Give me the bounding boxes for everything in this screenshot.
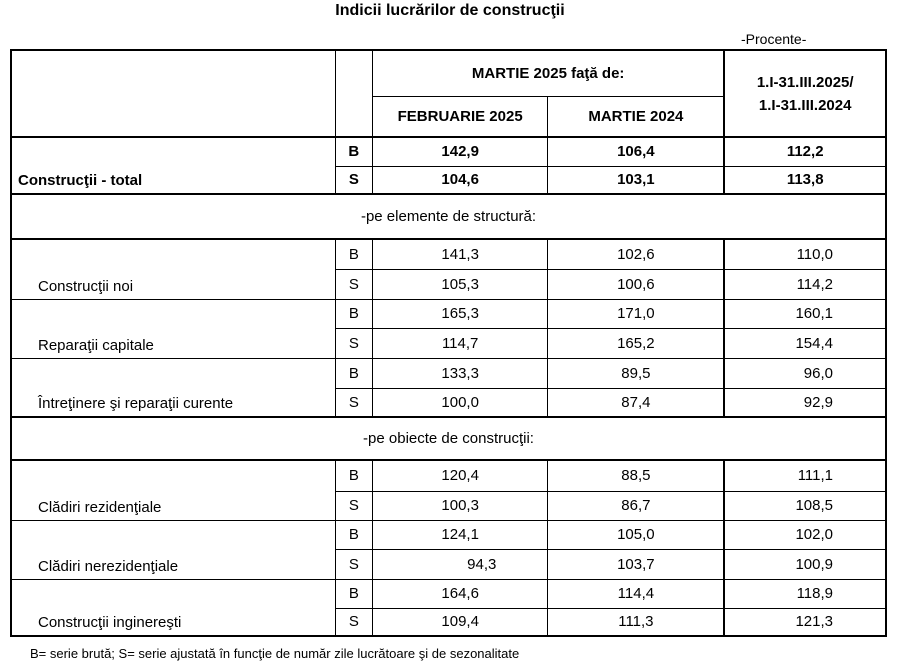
value-cum: 96,0: [724, 358, 886, 388]
header-martie-2024: MARTIE 2024: [548, 96, 725, 137]
value-cum: 114,2: [724, 269, 886, 299]
header-cumulative-line1: 1.I-31.III.2025/: [756, 73, 854, 91]
value-cum: 112,2: [724, 137, 886, 166]
row-label: Întreţinere şi reparaţii curente: [11, 358, 335, 417]
header-group-martie-2025: MARTIE 2025 faţă de:: [372, 50, 724, 96]
value-mar: 86,7: [548, 491, 725, 520]
value-cum: 111,1: [724, 460, 886, 491]
value-cum: 110,0: [724, 239, 886, 269]
table-row: [11, 358, 886, 388]
value-mar: 114,4: [548, 579, 725, 608]
value-feb: 124,1: [372, 520, 547, 549]
value-mar: 103,7: [548, 549, 725, 579]
series-code: S: [335, 388, 372, 417]
series-code: S: [335, 491, 372, 520]
header-blank-series: [335, 50, 372, 137]
section-header-structure: -pe elemente de structură:: [11, 194, 886, 239]
series-code: B: [335, 520, 372, 549]
value-mar: 103,1: [548, 166, 725, 194]
value-feb: 164,6: [372, 579, 547, 608]
series-code: B: [335, 137, 372, 166]
value-mar: 88,5: [548, 460, 725, 491]
series-code: B: [335, 239, 372, 269]
value-cum: 100,9: [724, 549, 886, 579]
series-code: S: [335, 549, 372, 579]
row-label: Construcţii inginereşti: [11, 579, 335, 636]
table-row: [11, 137, 886, 166]
value-feb: 142,9: [372, 137, 547, 166]
value-feb: 104,6: [372, 166, 547, 194]
value-feb: 100,3: [372, 491, 547, 520]
row-label-total: Construcţii - total: [11, 137, 335, 194]
table-row: [11, 460, 886, 491]
value-feb: 100,0: [372, 388, 547, 417]
row-label: Clădiri rezidenţiale: [11, 460, 335, 520]
row-label: Clădiri nerezidenţiale: [11, 520, 335, 579]
header-februarie-2025: FEBRUARIE 2025: [372, 96, 547, 137]
value-feb: 120,4: [372, 460, 547, 491]
value-mar: 171,0: [548, 299, 725, 328]
table-row: [11, 520, 886, 549]
value-feb: 109,4: [372, 608, 547, 636]
value-feb: 165,3: [372, 299, 547, 328]
value-mar: 111,3: [548, 608, 725, 636]
value-feb: 94,3: [372, 549, 547, 579]
value-cum: 102,0: [724, 520, 886, 549]
value-mar: 89,5: [548, 358, 725, 388]
value-cum: 113,8: [724, 166, 886, 194]
value-cum: 121,3: [724, 608, 886, 636]
value-feb: 105,3: [372, 269, 547, 299]
series-code: S: [335, 608, 372, 636]
value-mar: 87,4: [548, 388, 725, 417]
value-cum: 92,9: [724, 388, 886, 417]
value-feb: 133,3: [372, 358, 547, 388]
series-code: B: [335, 299, 372, 328]
header-cumulative-line2: 1.I-31.III.2024: [758, 96, 852, 114]
value-mar: 165,2: [548, 328, 725, 358]
table-row: [11, 299, 886, 328]
series-code: B: [335, 579, 372, 608]
header-cumulative: [724, 50, 886, 137]
table-row: [11, 239, 886, 269]
header-blank-label: [11, 50, 335, 137]
table-row: [11, 579, 886, 608]
value-cum: 154,4: [724, 328, 886, 358]
construction-indices-table: [10, 49, 887, 637]
value-cum: 160,1: [724, 299, 886, 328]
value-mar: 100,6: [548, 269, 725, 299]
value-cum: 118,9: [724, 579, 886, 608]
value-mar: 102,6: [548, 239, 725, 269]
value-mar: 105,0: [548, 520, 725, 549]
value-feb: 114,7: [372, 328, 547, 358]
row-label: Construcţii noi: [11, 239, 335, 299]
table-title: Indicii lucrărilor de construcţii: [335, 2, 565, 19]
series-code: S: [335, 328, 372, 358]
unit-label: -Procente-: [741, 31, 807, 47]
series-code: S: [335, 166, 372, 194]
row-label: Reparaţii capitale: [11, 299, 335, 358]
footnote: B= serie brută; S= serie ajustată în funcţie de număr zile lucrătoare şi de sezonalitate: [30, 646, 520, 661]
section-header-objects: -pe obiecte de construcţii:: [11, 417, 886, 460]
value-mar: 106,4: [548, 137, 725, 166]
series-code: S: [335, 269, 372, 299]
series-code: B: [335, 460, 372, 491]
series-code: B: [335, 358, 372, 388]
value-feb: 141,3: [372, 239, 547, 269]
value-cum: 108,5: [724, 491, 886, 520]
